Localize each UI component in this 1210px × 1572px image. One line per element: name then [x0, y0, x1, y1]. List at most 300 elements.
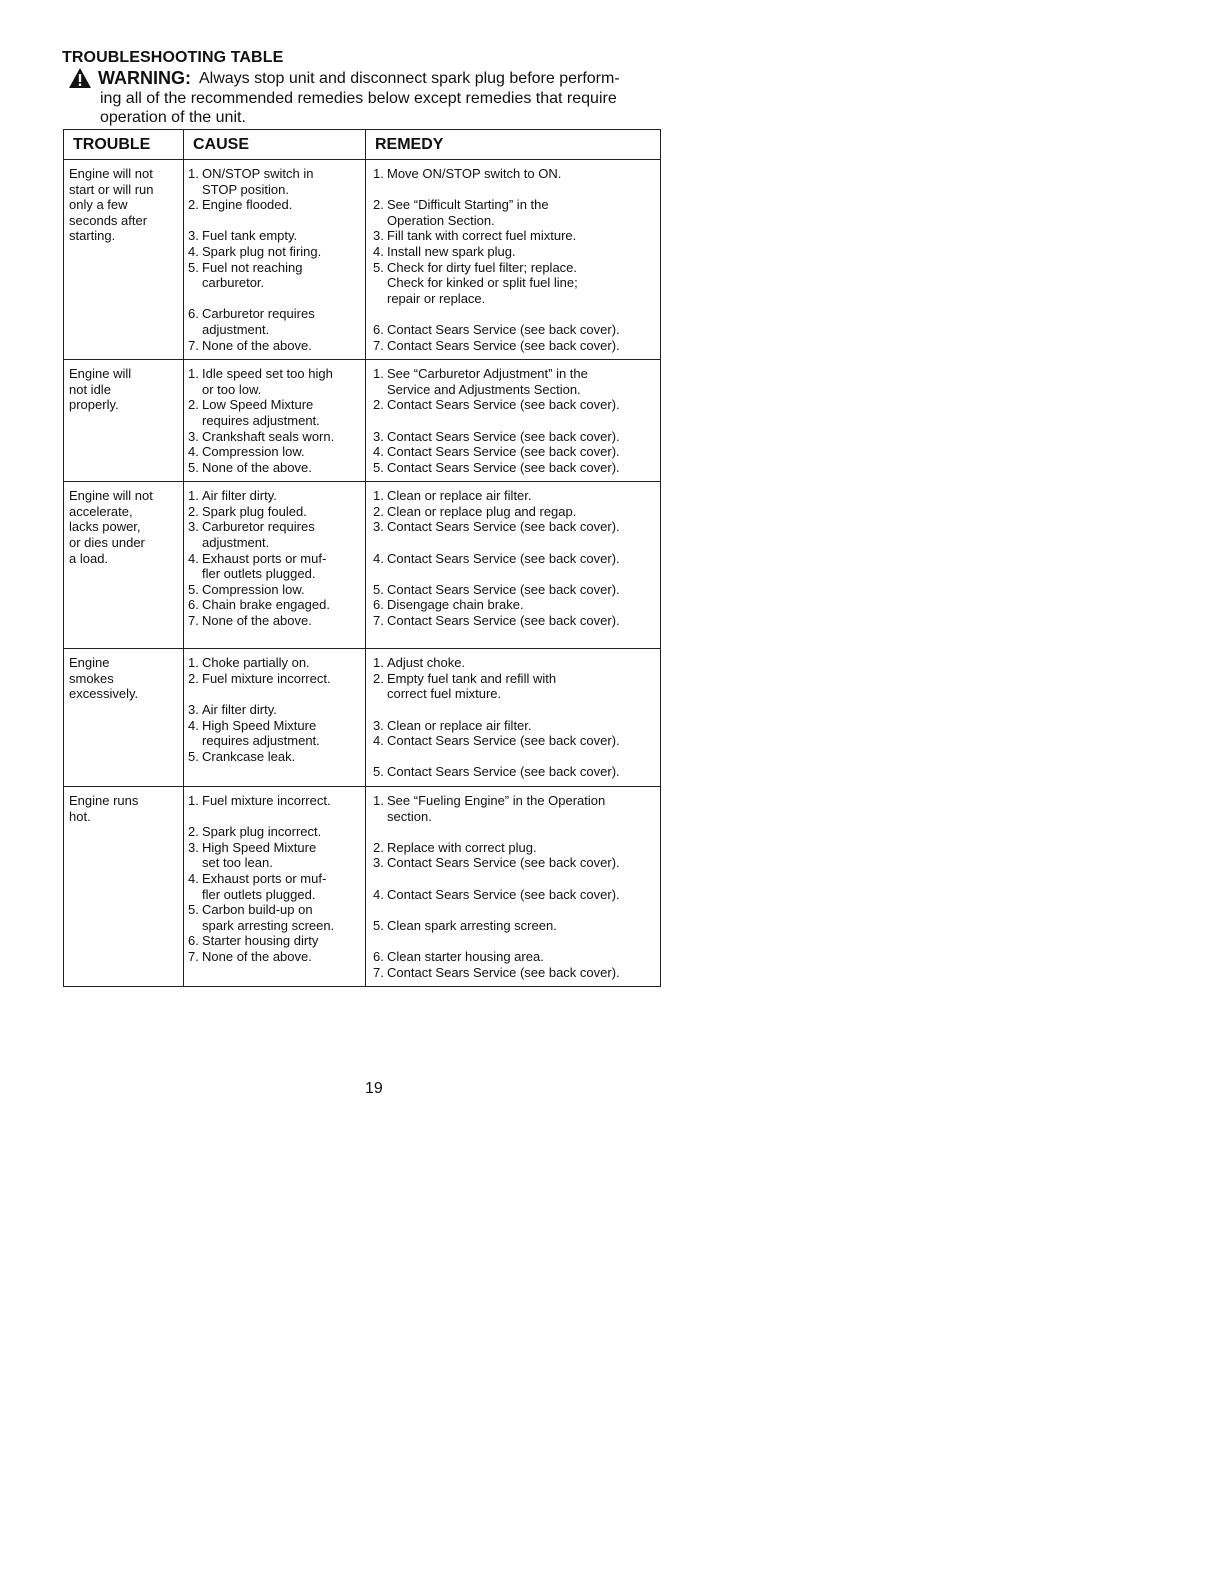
cause-item	[188, 306, 363, 337]
trouble-text-line: Engine runs	[69, 793, 139, 809]
page-number: 19	[365, 1080, 383, 1097]
remedy-item	[373, 718, 658, 734]
item-text	[202, 702, 363, 718]
item-text-line: Contact Sears Service (see back cover).	[387, 428, 620, 444]
item-number: 3.	[373, 717, 384, 733]
item-text-line: Check for kinked or split fuel line;	[387, 275, 578, 291]
item-text-line: Contact Sears Service (see back cover).	[387, 733, 620, 749]
item-text	[387, 965, 658, 981]
item-number: 5.	[373, 917, 384, 933]
trouble-text-line: hot.	[69, 808, 91, 824]
item-text	[202, 519, 363, 550]
item-text	[202, 228, 363, 244]
item-text-line: Crankshaft seals worn.	[202, 428, 335, 444]
remedy-item	[373, 488, 658, 504]
trouble-cell	[63, 482, 183, 648]
item-text-line: Replace with correct plug.	[387, 839, 537, 855]
item-text-line: Fuel mixture incorrect.	[202, 793, 331, 809]
item-number: 4.	[188, 444, 199, 460]
item-text-line: Fuel not reaching	[202, 259, 303, 275]
item-text	[202, 397, 363, 428]
item-number: 7.	[373, 964, 384, 980]
item-text	[202, 197, 363, 213]
item-text	[202, 366, 363, 397]
remedy-item	[373, 613, 658, 629]
item-text	[202, 749, 363, 765]
item-text-line: Compression low.	[202, 444, 305, 460]
item-text-line: section.	[387, 808, 432, 824]
remedy-item	[373, 460, 658, 476]
remedy-item	[373, 887, 658, 903]
cause-item	[188, 244, 363, 260]
item-number: 3.	[188, 519, 199, 535]
item-text-line: requires adjustment.	[202, 733, 320, 749]
item-number: 1.	[188, 166, 199, 181]
item-text	[387, 429, 658, 445]
item-number: 2.	[188, 397, 199, 413]
item-text	[387, 260, 658, 307]
cause-item	[188, 840, 363, 871]
item-text-line: Fuel mixture incorrect.	[202, 670, 331, 686]
item-text-line: Contact Sears Service (see back cover).	[387, 519, 620, 535]
item-text	[202, 655, 363, 671]
cause-item	[188, 793, 363, 809]
remedy-item	[373, 366, 658, 397]
cause-item	[188, 613, 363, 629]
item-text-line: set too lean.	[202, 855, 273, 871]
item-text-line: Clean starter housing area.	[387, 948, 544, 964]
item-number: 5.	[188, 581, 199, 597]
remedy-item	[373, 260, 658, 307]
remedy-item	[373, 166, 658, 182]
cause-item	[188, 444, 363, 460]
item-text	[387, 733, 658, 749]
item-number: 4.	[188, 871, 199, 886]
item-text	[387, 322, 658, 338]
trouble-text-line: or dies under	[69, 535, 145, 551]
troubleshooting-table	[63, 129, 661, 987]
item-text-line: spark arresting screen.	[202, 917, 335, 933]
item-text	[202, 244, 363, 260]
remedy-item	[373, 855, 658, 871]
item-number: 4.	[373, 733, 384, 749]
item-text-line: Clean or replace air filter.	[387, 488, 532, 504]
item-number: 2.	[373, 397, 384, 413]
item-number: 6.	[188, 933, 199, 949]
item-number: 2.	[373, 670, 384, 686]
item-text	[202, 460, 363, 476]
cause-item	[188, 429, 363, 445]
item-text	[387, 597, 658, 613]
item-text-line: Fuel tank empty.	[202, 228, 298, 244]
item-number: 7.	[188, 337, 199, 353]
item-text-line: Service and Adjustments Section.	[387, 381, 581, 397]
item-text-line: repair or replace.	[387, 290, 486, 306]
trouble-text-line: seconds after	[69, 212, 148, 228]
trouble-text-line: accelerate,	[69, 503, 133, 519]
remedy-item	[373, 397, 658, 413]
item-text	[387, 551, 658, 567]
item-number: 5.	[373, 581, 384, 597]
item-number: 4.	[373, 444, 384, 460]
item-number: 5.	[188, 459, 199, 475]
item-text	[387, 228, 658, 244]
item-text-line: or too low.	[202, 381, 262, 397]
cause-item	[188, 871, 363, 902]
item-number: 4.	[188, 717, 199, 733]
item-number: 6.	[373, 948, 384, 964]
item-text-line: Carburetor requires	[202, 306, 315, 322]
item-number: 3.	[188, 839, 199, 855]
item-text	[387, 338, 658, 354]
trouble-text-line: Engine will not	[69, 166, 153, 181]
item-text-line: Starter housing dirty	[202, 933, 319, 949]
remedy-cell	[365, 482, 661, 648]
warning-triangle-icon	[68, 67, 92, 89]
remedy-item	[373, 429, 658, 445]
cause-cell	[183, 482, 365, 648]
item-number: 2.	[188, 503, 199, 519]
item-text-line: Contact Sears Service (see back cover).	[387, 337, 620, 353]
table-header-row	[63, 130, 661, 160]
remedy-item	[373, 519, 658, 535]
cause-item	[188, 718, 363, 749]
item-text-line: Install new spark plug.	[387, 243, 516, 259]
item-text	[387, 244, 658, 260]
item-text-line: Move ON/STOP switch to ON.	[387, 166, 562, 181]
item-text-line: Contact Sears Service (see back cover).	[387, 321, 620, 337]
item-text	[202, 933, 363, 949]
item-number: 7.	[188, 613, 199, 629]
cause-item	[188, 260, 363, 291]
item-text-line: Engine flooded.	[202, 197, 293, 213]
cause-item	[188, 597, 363, 613]
item-text-line: Chain brake engaged.	[202, 597, 330, 613]
item-text	[387, 718, 658, 734]
trouble-cell	[63, 360, 183, 481]
item-number: 5.	[188, 259, 199, 275]
remedy-item	[373, 597, 658, 613]
item-text-line: Contact Sears Service (see back cover).	[387, 886, 620, 902]
item-text	[202, 166, 363, 197]
item-text-line: Contact Sears Service (see back cover).	[387, 444, 620, 460]
item-text-line: High Speed Mixture	[202, 717, 317, 733]
item-number: 5.	[188, 902, 199, 918]
table-row	[63, 160, 661, 360]
cause-item	[188, 902, 363, 933]
remedy-item	[373, 840, 658, 856]
item-text-line: adjustment.	[202, 535, 270, 551]
table-row	[63, 482, 661, 649]
item-text-line: None of the above.	[202, 613, 312, 629]
item-text-line: Operation Section.	[387, 212, 495, 228]
header-trouble: TROUBLE	[63, 130, 183, 159]
item-text	[202, 444, 363, 460]
cause-item	[188, 460, 363, 476]
item-text	[387, 655, 658, 671]
item-text-line: Contact Sears Service (see back cover).	[387, 964, 620, 980]
item-text	[202, 597, 363, 613]
trouble-text-line: Engine will	[69, 366, 132, 382]
item-text-line: None of the above.	[202, 337, 312, 353]
item-number: 3.	[373, 428, 384, 444]
remedy-cell	[365, 160, 661, 359]
item-text	[387, 519, 658, 535]
item-number: 2.	[188, 670, 199, 686]
item-number: 4.	[373, 243, 384, 259]
trouble-cell	[63, 160, 183, 359]
remedy-item	[373, 733, 658, 749]
item-text-line: None of the above.	[202, 459, 312, 475]
item-text	[202, 260, 363, 291]
item-text-line: correct fuel mixture.	[387, 686, 502, 702]
item-text	[387, 949, 658, 965]
header-cause: CAUSE	[183, 130, 365, 159]
item-number: 1.	[373, 655, 384, 671]
item-text-line: Contact Sears Service (see back cover).	[387, 397, 620, 413]
item-text	[202, 488, 363, 504]
remedy-item	[373, 197, 658, 228]
item-number: 2.	[373, 197, 384, 213]
item-text	[387, 671, 658, 702]
item-text-line: Contact Sears Service (see back cover).	[387, 613, 620, 629]
cause-item	[188, 551, 363, 582]
item-text	[387, 613, 658, 629]
cause-item	[188, 949, 363, 965]
cause-item	[188, 504, 363, 520]
item-number: 7.	[373, 613, 384, 629]
item-text	[202, 840, 363, 871]
item-number: 6.	[188, 306, 199, 322]
item-text-line: fler outlets plugged.	[202, 886, 316, 902]
remedy-item	[373, 444, 658, 460]
remedy-item	[373, 228, 658, 244]
item-text-line: Spark plug fouled.	[202, 503, 307, 519]
item-number: 5.	[188, 748, 199, 764]
item-text-line: fler outlets plugged.	[202, 566, 316, 582]
warning-text-line-2: ing all of the recommended remedies below except remedies that require	[100, 90, 617, 107]
item-text	[202, 824, 363, 840]
item-number: 1.	[188, 366, 199, 382]
warning-label: WARNING:	[98, 67, 191, 88]
item-text	[202, 582, 363, 598]
remedy-item	[373, 322, 658, 338]
item-text	[387, 366, 658, 397]
item-number: 1.	[188, 488, 199, 504]
trouble-text-line: a load.	[69, 550, 109, 566]
item-text	[387, 918, 658, 934]
cause-item	[188, 824, 363, 840]
warning-text-line-3: operation of the unit.	[100, 109, 246, 126]
remedy-item	[373, 965, 658, 981]
item-number: 1.	[373, 488, 384, 504]
item-text-line: Exhaust ports or muf-	[202, 871, 327, 886]
item-text-line: Spark plug incorrect.	[202, 824, 322, 840]
cause-item	[188, 655, 363, 671]
cause-item	[188, 582, 363, 598]
remedy-item	[373, 949, 658, 965]
item-text-line: Contact Sears Service (see back cover).	[387, 550, 620, 566]
trouble-text-line: Engine will not	[69, 488, 153, 504]
item-text-line: Contact Sears Service (see back cover).	[387, 764, 620, 780]
remedy-item	[373, 551, 658, 567]
item-text-line: Check for dirty fuel filter; replace.	[387, 259, 578, 275]
item-text-line: Carbon build-up on	[202, 902, 313, 918]
item-text	[202, 671, 363, 687]
remedy-item	[373, 918, 658, 934]
item-text	[387, 764, 658, 780]
remedy-item	[373, 504, 658, 520]
trouble-text-line: smokes	[69, 670, 114, 686]
item-text-line: See “Carburetor Adjustment” in the	[387, 366, 588, 382]
item-text	[387, 444, 658, 460]
remedy-cell	[365, 360, 661, 481]
item-text	[387, 887, 658, 903]
item-text-line: Fill tank with correct fuel mixture.	[387, 228, 577, 244]
trouble-text-line: not idle	[69, 381, 111, 397]
item-text	[387, 504, 658, 520]
item-text-line: See “Fueling Engine” in the Operation	[387, 793, 606, 809]
item-text	[202, 306, 363, 337]
item-number: 2.	[373, 839, 384, 855]
item-text	[387, 582, 658, 598]
item-number: 1.	[373, 166, 384, 181]
item-number: 2.	[188, 824, 199, 840]
trouble-text-line: properly.	[69, 397, 119, 413]
item-number: 3.	[373, 519, 384, 535]
item-text-line: See “Difficult Starting” in the	[387, 197, 549, 213]
cause-item	[188, 366, 363, 397]
remedy-item	[373, 671, 658, 702]
cause-item	[188, 488, 363, 504]
table-row	[63, 360, 661, 482]
remedy-cell	[365, 787, 661, 986]
item-number: 6.	[188, 597, 199, 613]
cause-item	[188, 166, 363, 197]
header-remedy: REMEDY	[365, 130, 661, 159]
item-text-line: Choke partially on.	[202, 655, 310, 671]
remedy-item	[373, 764, 658, 780]
item-text-line: Compression low.	[202, 581, 305, 597]
item-text-line: Contact Sears Service (see back cover).	[387, 459, 620, 475]
item-number: 5.	[373, 764, 384, 780]
item-number: 6.	[373, 597, 384, 613]
item-number: 3.	[188, 702, 199, 718]
trouble-text-line: start or will run	[69, 181, 154, 197]
remedy-item	[373, 244, 658, 260]
item-text	[387, 397, 658, 413]
cause-cell	[183, 160, 365, 359]
page-title: TROUBLESHOOTING TABLE	[62, 49, 284, 66]
item-text-line: Air filter dirty.	[202, 702, 277, 718]
cause-item	[188, 933, 363, 949]
trouble-text-line: lacks power,	[69, 519, 141, 535]
table-row	[63, 649, 661, 787]
warning-text-line-1: Always stop unit and disconnect spark plug before perform-	[199, 69, 620, 87]
cause-item	[188, 671, 363, 687]
item-number: 7.	[373, 337, 384, 353]
item-text-line: STOP position.	[202, 181, 289, 197]
cause-item	[188, 749, 363, 765]
item-number: 2.	[188, 197, 199, 213]
item-text-line: High Speed Mixture	[202, 839, 317, 855]
item-text-line: Clean spark arresting screen.	[387, 917, 557, 933]
item-text-line: adjustment.	[202, 321, 270, 337]
item-text	[202, 902, 363, 933]
item-number: 5.	[373, 259, 384, 275]
item-text	[387, 166, 658, 182]
item-text-line: Contact Sears Service (see back cover).	[387, 581, 620, 597]
item-number: 4.	[373, 550, 384, 566]
item-number: 1.	[188, 655, 199, 671]
item-text	[387, 840, 658, 856]
item-number: 3.	[373, 228, 384, 244]
item-number: 4.	[373, 886, 384, 902]
item-text-line: None of the above.	[202, 948, 312, 964]
trouble-cell	[63, 649, 183, 786]
trouble-text-line: starting.	[69, 228, 116, 244]
item-text	[202, 871, 363, 902]
item-text-line: Idle speed set too high	[202, 366, 333, 382]
cause-cell	[183, 787, 365, 986]
cause-item	[188, 702, 363, 718]
item-text-line: Empty fuel tank and refill with	[387, 670, 557, 686]
item-text-line: Low Speed Mixture	[202, 397, 314, 413]
item-text-line: ON/STOP switch in	[202, 166, 314, 181]
item-number: 3.	[373, 855, 384, 871]
item-text-line: Adjust choke.	[387, 655, 466, 671]
cause-item	[188, 519, 363, 550]
item-number: 7.	[188, 948, 199, 964]
item-number: 1.	[373, 793, 384, 809]
cause-item	[188, 397, 363, 428]
item-text-line: requires adjustment.	[202, 412, 320, 428]
trouble-text-line: Engine	[69, 655, 110, 671]
item-text-line: Clean or replace air filter.	[387, 717, 532, 733]
item-number: 5.	[373, 459, 384, 475]
item-text-line: Contact Sears Service (see back cover).	[387, 855, 620, 871]
item-number: 1.	[188, 793, 199, 809]
warning-block	[62, 67, 662, 127]
trouble-text-line: only a few	[69, 197, 128, 213]
item-text	[202, 338, 363, 354]
trouble-cell	[63, 787, 183, 986]
cause-item	[188, 338, 363, 354]
remedy-item	[373, 582, 658, 598]
item-text-line: carburetor.	[202, 275, 265, 291]
item-text-line: Spark plug not firing.	[202, 243, 322, 259]
cause-item	[188, 197, 363, 213]
trouble-text-line: excessively.	[69, 686, 139, 702]
item-text-line: Exhaust ports or muf-	[202, 550, 327, 566]
item-text	[202, 504, 363, 520]
cause-item	[188, 228, 363, 244]
item-text	[387, 793, 658, 824]
item-text-line: Clean or replace plug and regap.	[387, 503, 577, 519]
item-number: 4.	[188, 243, 199, 259]
item-text	[387, 488, 658, 504]
item-number: 1.	[373, 366, 384, 382]
remedy-item	[373, 793, 658, 824]
item-text	[202, 551, 363, 582]
item-text-line: Crankcase leak.	[202, 748, 296, 764]
item-number: 3.	[188, 428, 199, 444]
item-number: 6.	[373, 321, 384, 337]
item-text	[202, 793, 363, 809]
item-text	[202, 949, 363, 965]
item-text	[387, 855, 658, 871]
remedy-item	[373, 338, 658, 354]
